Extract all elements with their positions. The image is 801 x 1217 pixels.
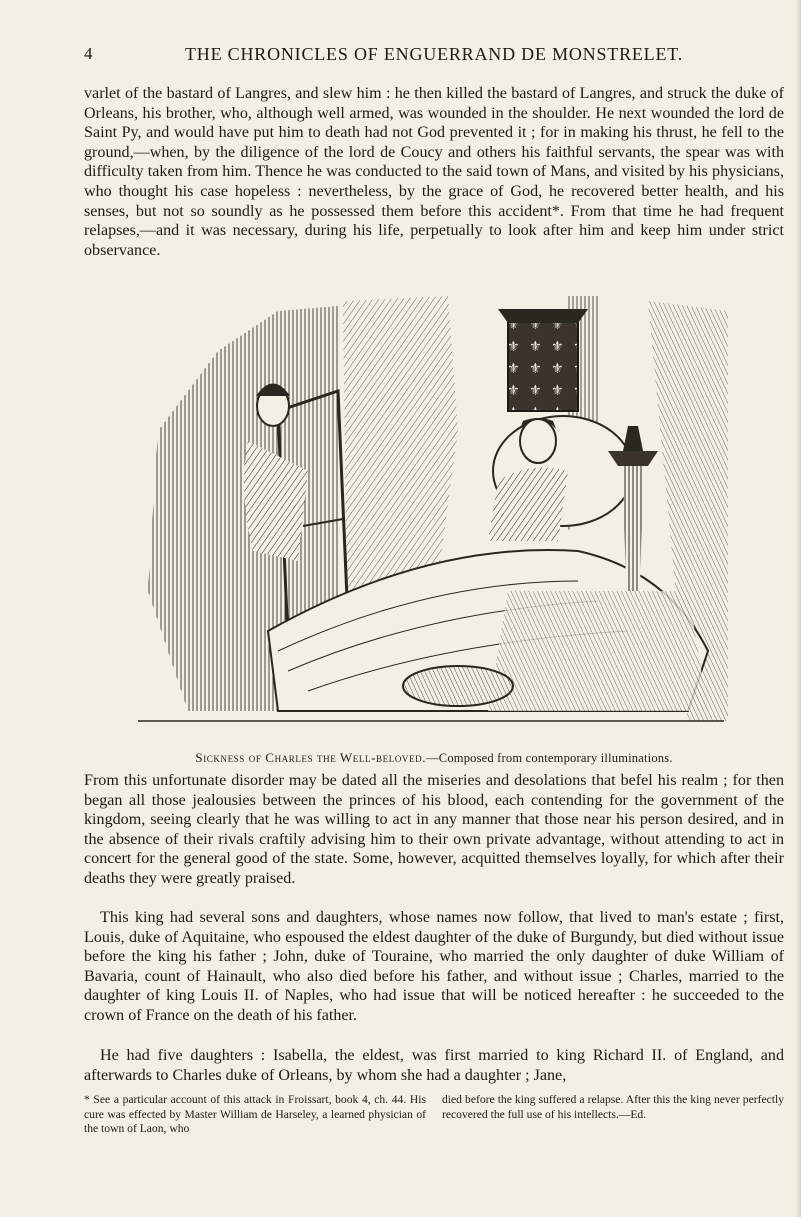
illustration-caption — [84, 750, 784, 766]
paragraph-4: He had five daughters : Isabella, the eldest, was first married to king Richard II. of England, and afterwards to Charles duke of Orleans, by whom she had a daughter ; Jane, — [84, 1047, 784, 1084]
footnote-column-2 — [442, 1093, 784, 1137]
page-header — [84, 44, 784, 70]
running-head: THE CHRONICLES OF ENGUERRAND DE MONSTRELET. — [184, 44, 684, 64]
page-number: 4 — [84, 44, 93, 63]
paragraph-3: This king had several sons and daughters, whose names now follow, that lived to man's estate ; first, Louis, duke of Aquitaine, who espoused the eldest daughter of the duke of Burgundy, but died without issue before the king his father ; John, duke of Touraine, who married the only daughter of duke William of Bavaria, count of Hainault, who also died before his father, and without issue ; Charles, married to the daughter of king Louis II. of Naples, who had issue that will be noticed hereafter : he succeeded to the crown of France on the death of his father. — [84, 909, 784, 1024]
paragraph-1: varlet of the bastard of Langres, and slew him : he then killed the bastard of Langres, and struck the duke of Orleans, his brother, who, although well armed, was wounded in the shoulder. He next wounded the lord de Saint Py, and would have put him to death had not God prevented it ; for in making his thrust, he fell to the ground,—when, by the diligence of the lord de Coucy and others his faithful servants, the spear was with difficulty taken from him. Thence he was conducted to the said town of Mans, and visited by his physicians, who thought his case hopeless : nevertheless, by the grace of God, he recovered better health, and his senses, but not so soundly as he possessed them before this accident*. From that time he had frequent relapses,—and it was necessary, during his life, perpetually to look after him and keep him under strict observance. — [84, 85, 784, 259]
footnote-text-2: died before the king suffered a relapse. After this the king never perfectly recovered the full use of his intellects.—Ed. — [442, 1093, 784, 1121]
caption-title: Sickness of Charles the Well-beloved. — [195, 750, 427, 765]
footnote-text-1: * See a particular account of this attack in Froissart, book 4, ch. 44. His cure was effected by Master William de Harseley, a learned physician of the town of Laon, who — [84, 1093, 426, 1136]
page-edge — [797, 0, 801, 1217]
footnote-column-1 — [84, 1093, 426, 1137]
paragraph-2: From this unfortunate disorder may be dated all the miseries and desolations that befel his realm ; for then began all those jealousies between the princes of his blood, each contending for the government of the kingdom, seeing clearly that he was willing to act in any manner that those near his person desired, and in the absence of their rivals craftily advising him to their own private advantage, without attending to act in concert for the general good of the state. Some, however, acquitted themselves loyally, for which after their deaths they were greatly praised. — [84, 772, 784, 887]
caption-source: —Composed from contemporary illuminations. — [426, 751, 673, 765]
woodcut-illustration — [128, 291, 734, 743]
footnote — [84, 1093, 784, 1137]
